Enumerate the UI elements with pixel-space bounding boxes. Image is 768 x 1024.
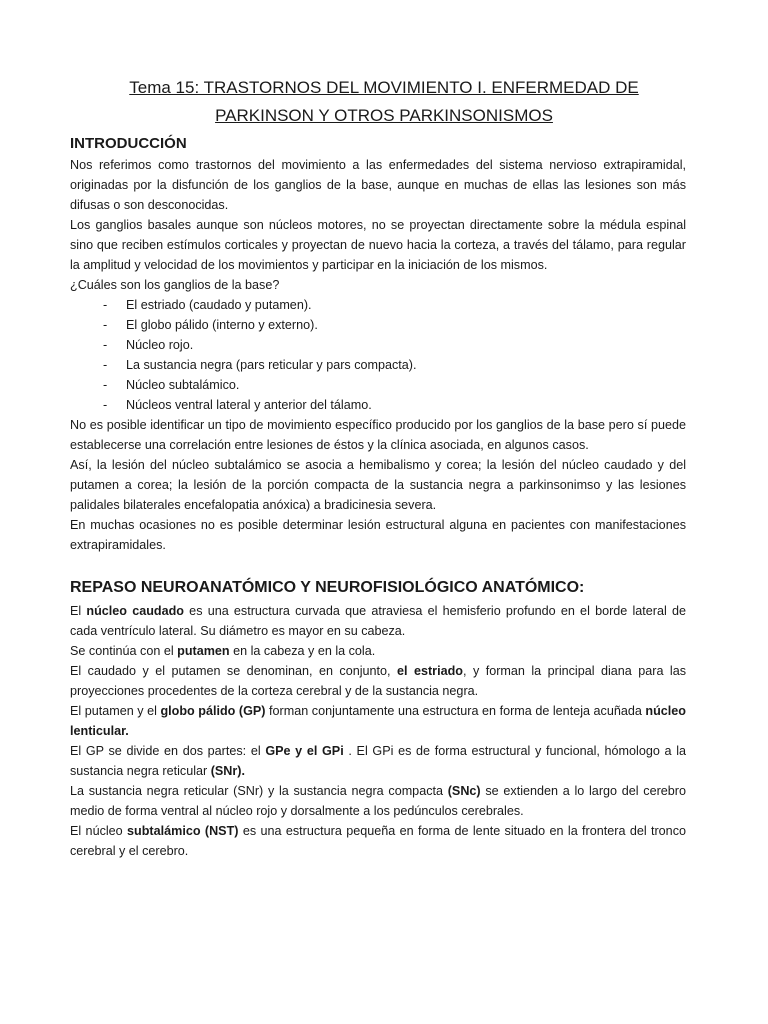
repaso-paragraph-5 [70, 741, 686, 781]
list-item: - Núcleos ventral lateral y anterior del tálamo. [70, 395, 686, 415]
list-item: - Núcleo subtalámico. [70, 375, 686, 395]
intro-heading: INTRODUCCIÓN [70, 135, 187, 152]
repaso-paragraph-3 [70, 661, 686, 701]
text-run: El [70, 604, 87, 618]
bold-term: subtalámico (NST) [127, 824, 239, 838]
intro-paragraph-1: Nos referimos como trastornos del movimiento a las enfermedades del sistema nervioso extrapiramidal, originadas por la disfunción de los ganglios de la base, aunque en muchas de ellas las lesiones son más difusas o son desconocidas. [70, 158, 686, 212]
text-run: La sustancia negra reticular (SNr) y la sustancia negra compacta [70, 784, 448, 798]
text-run: El caudado y el putamen se denominan, en conjunto, [70, 664, 398, 678]
repaso-paragraph-4 [70, 701, 686, 741]
repaso-heading: REPASO NEUROANATÓMICO Y NEUROFISIOLÓGICO ANATÓMICO: [70, 579, 585, 596]
repaso-section [70, 601, 686, 861]
repaso-paragraph-7 [70, 821, 686, 861]
text-run: se extienden a lo largo del cerebro medio de forma ventral al núcleo rojo y dorsalmente a los pedúnculos cerebrales. [70, 784, 686, 818]
bold-term: núcleo lenticular. [70, 704, 686, 738]
intro-paragraph-4: Así, la lesión del núcleo subtalámico se asocia a hemibalismo y corea; la lesión del núcleo caudado y del putamen a corea; la lesión de la porción compacta de la sustancia negra a parkinsonimso y las lesiones palidales bilaterales encefalopatia anóxica) a bradicinesia severa. [70, 458, 686, 512]
repaso-paragraph-2 [70, 641, 686, 661]
page-title [70, 74, 698, 130]
repaso-paragraph-6 [70, 781, 686, 821]
intro-paragraph-5: En muchas ocasiones no es posible determinar lesión estructural alguna en pacientes con manifestaciones extrapiramidales. [70, 518, 686, 552]
text-run: es una estructura curvada que atraviesa el hemisferio profundo en el borde lateral de cada ventrículo lateral. Su diámetro es mayor en su cabeza. [70, 604, 686, 638]
bold-term: putamen [177, 644, 230, 658]
list-item: - El globo pálido (interno y externo). [70, 315, 686, 335]
text-run: en la cabeza y en la cola. [229, 644, 376, 658]
bold-term: (SNc) [447, 784, 481, 798]
list-item: - Núcleo rojo. [70, 335, 686, 355]
list-item: - La sustancia negra (pars reticular y pars compacta). [70, 355, 686, 375]
bold-term: GPe y el GPi [265, 744, 344, 758]
text-run: El GP se divide en dos partes: el [70, 744, 266, 758]
text-run: es una estructura pequeña en forma de lente situado en la frontera del tronco cerebral y el cerebro. [70, 824, 686, 858]
text-run: El putamen y el [70, 704, 161, 718]
bold-term: globo pálido (GP) [160, 704, 266, 718]
text-run: El núcleo [70, 824, 128, 838]
title-line-1: Tema 15: TRASTORNOS DEL MOVIMIENTO I. ENFERMEDAD DE [129, 78, 639, 97]
intro-paragraph-3: No es posible identificar un tipo de movimiento específico producido por los ganglios de la base pero sí puede establecerse una correlación entre lesiones de éstos y la clínica asociada, en algunos casos. [70, 418, 686, 452]
list-item: - El estriado (caudado y putamen). [70, 295, 686, 315]
title-line-2: PARKINSON Y OTROS PARKINSONISMOS [215, 106, 553, 125]
intro-paragraph-2: Los ganglios basales aunque son núcleos motores, no se proyectan directamente sobre la médula espinal sino que reciben estímulos corticales y proyectan de nuevo hacia la corteza, a través del tálamo, para regular la amplitud y velocidad de los movimientos y participar en la iniciación de los mismos. [70, 218, 686, 272]
intro-question: ¿Cuáles son los ganglios de la base? [70, 278, 280, 292]
bold-term: núcleo caudado [86, 604, 184, 618]
text-run: . El GPi es de forma estructural y funcional, hómologo a la sustancia negra reticular [70, 744, 686, 778]
intro-section [70, 155, 686, 555]
text-run: , y forman la principal diana para las proyecciones procedentes de la corteza cerebral y de la sustancia negra. [70, 664, 687, 698]
repaso-paragraph-1 [70, 601, 686, 641]
bold-term: el estriado [397, 664, 463, 678]
ganglia-list [70, 295, 686, 415]
bold-term: (SNr). [210, 764, 245, 778]
text-run: Se continúa con el [70, 644, 178, 658]
text-run: forman conjuntamente una estructura en forma de lenteja acuñada [265, 704, 646, 718]
